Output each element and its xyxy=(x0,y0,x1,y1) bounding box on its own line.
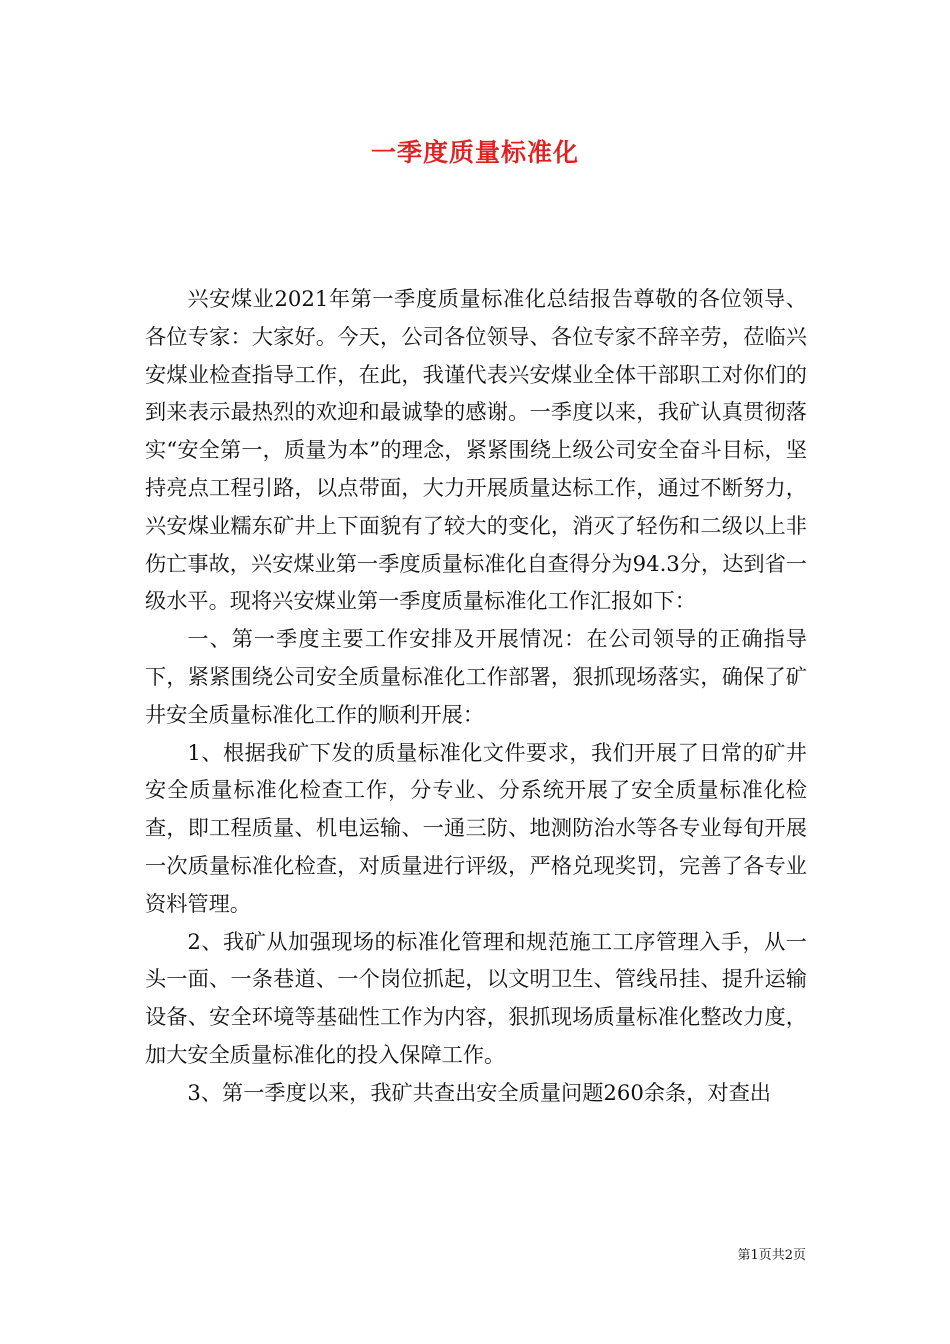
document-body xyxy=(145,280,807,1112)
paragraph-item-3: 3、第一季度以来，我矿共查出安全质量问题260余条，对查出 xyxy=(187,1079,771,1105)
paragraph-intro: 兴安煤业2021年第一季度质量标准化总结报告尊敬的各位领导、各位专家：大家好。今天，公司各位领导、各位专家不辞辛劳，莅临兴安煤业检查指导工作，在此，我谨代表兴安煤业全体干部职工对你们的到来表示最热烈的欢迎和最诚挚的感谢。一季度以来，我矿认真贯彻落实“安全第一，质量为本”的理念，紧紧围绕上级公司安全奋斗目标，坚持亮点工程引路，以点带面，大力开展质量达标工作，通过不断努力，兴安煤业糯东矿井上下面貌有了较大的变化，消灭了轻伤和二级以上非伤亡事故，兴安煤业第一季度质量标准化自查得分为94.3分，达到省一级水平。现将兴安煤业第一季度质量标准化工作汇报如下： xyxy=(145,286,807,614)
paragraph-item-1: 1、根据我矿下发的质量标准化文件要求，我们开展了日常的矿井安全质量标准化检查工作，分专业、分系统开展了安全质量标准化检查，即工程质量、机电运输、一通三防、地测防治水等各专业每旬开展一次质量标准化检查，对质量进行评级，严格兑现奖罚，完善了各专业资料管理。 xyxy=(145,739,807,916)
document-title: 一季度质量标准化 xyxy=(370,138,579,167)
paragraph-item-2: 2、我矿从加强现场的标准化管理和规范施工工序管理入手，从一头一面、一条巷道、一个岗位抓起，以文明卫生、管线吊挂、提升运输设备、安全环境等基础性工作为内容，狠抓现场质量标准化整改力度，加大安全质量标准化的投入保障工作。 xyxy=(145,928,807,1067)
page-number: 第1页共2页 xyxy=(737,1248,806,1263)
paragraph-section-1: 一、第一季度主要工作安排及开展情况：在公司领导的正确指导下，紧紧围绕公司安全质量标准化工作部署，狠抓现场落实，确保了矿井安全质量标准化工作的顺利开展： xyxy=(145,626,807,727)
